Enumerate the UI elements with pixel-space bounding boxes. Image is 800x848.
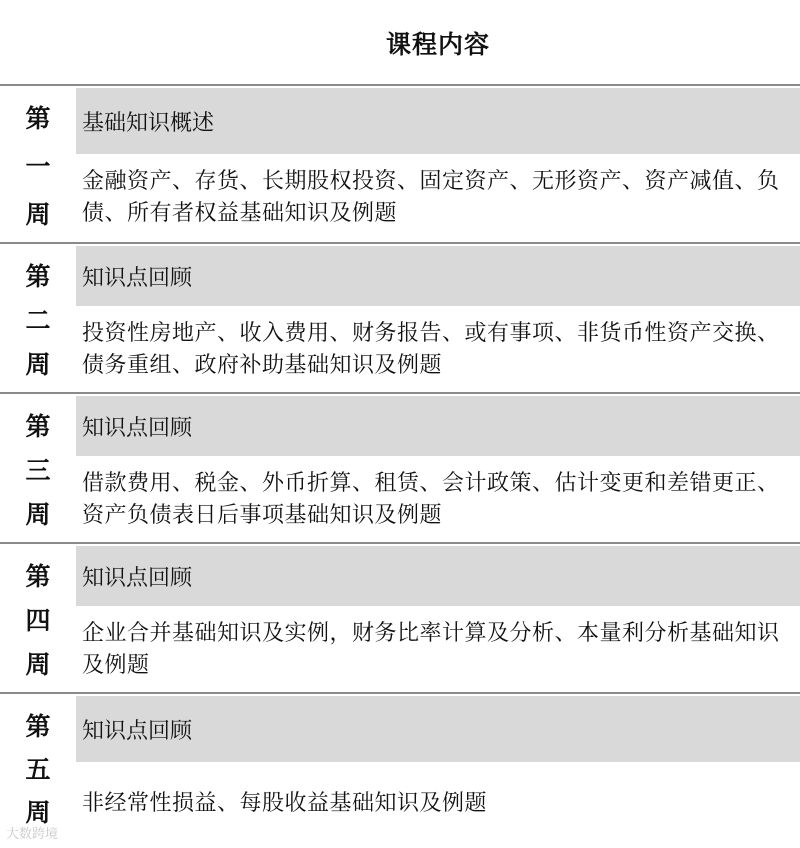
week-label	[0, 86, 76, 242]
week-label-char: 五	[25, 755, 51, 784]
week-label-char: 周	[25, 500, 51, 529]
course-table	[0, 84, 800, 840]
week-label-char: 第	[25, 562, 51, 591]
week-content	[76, 694, 800, 840]
week-label-char: 一	[25, 152, 51, 181]
topics-cell: 非经常性损益、每股收益基础知识及例题	[82, 791, 488, 816]
week-label	[0, 694, 76, 840]
page-title: 课程内容	[385, 30, 490, 59]
week-label	[0, 394, 76, 542]
week-content	[76, 544, 800, 692]
week-content	[76, 244, 800, 392]
week-row-3	[0, 394, 800, 544]
watermark: 大数跨境	[6, 827, 59, 842]
review-cell: 知识点回顾	[76, 696, 800, 762]
week-label-char: 二	[25, 306, 51, 335]
week-row-4	[0, 544, 800, 694]
review-cell: 基础知识概述	[76, 88, 800, 154]
week-row-1	[0, 86, 800, 244]
week-label-char: 周	[25, 350, 51, 379]
week-label	[0, 244, 76, 392]
topics-cell: 借款费用、税金、外币折算、租赁、会计政策、估计变更和差错更正、资产负债表日后事项基础知识及例题	[82, 471, 780, 528]
week-label-char: 周	[25, 798, 51, 827]
review-cell: 知识点回顾	[76, 246, 800, 306]
week-label-char: 第	[25, 262, 51, 291]
week-content	[76, 394, 800, 542]
topics-cell: 投资性房地产、收入费用、财务报告、或有事项、非货币性资产交换、债务重组、政府补助基础知识及例题	[82, 321, 780, 378]
week-row-5	[0, 694, 800, 840]
topics-cell: 金融资产、存货、长期股权投资、固定资产、无形资产、资产减值、负债、所有者权益基础知识及例题	[82, 169, 780, 226]
week-label-char: 周	[25, 650, 51, 679]
table-header	[0, 0, 800, 86]
review-cell: 知识点回顾	[76, 396, 800, 456]
week-label	[0, 544, 76, 692]
week-label-char: 三	[25, 456, 51, 485]
review-cell: 知识点回顾	[76, 546, 800, 606]
week-label-char: 周	[25, 200, 51, 229]
week-label-char: 四	[25, 606, 51, 635]
week-label-char: 第	[25, 412, 51, 441]
week-label-char: 第	[25, 104, 51, 133]
week-row-2	[0, 244, 800, 394]
week-content	[76, 86, 800, 242]
topics-cell: 企业合并基础知识及实例，财务比率计算及分析、本量利分析基础知识及例题	[82, 621, 780, 678]
week-label-char: 第	[25, 712, 51, 741]
